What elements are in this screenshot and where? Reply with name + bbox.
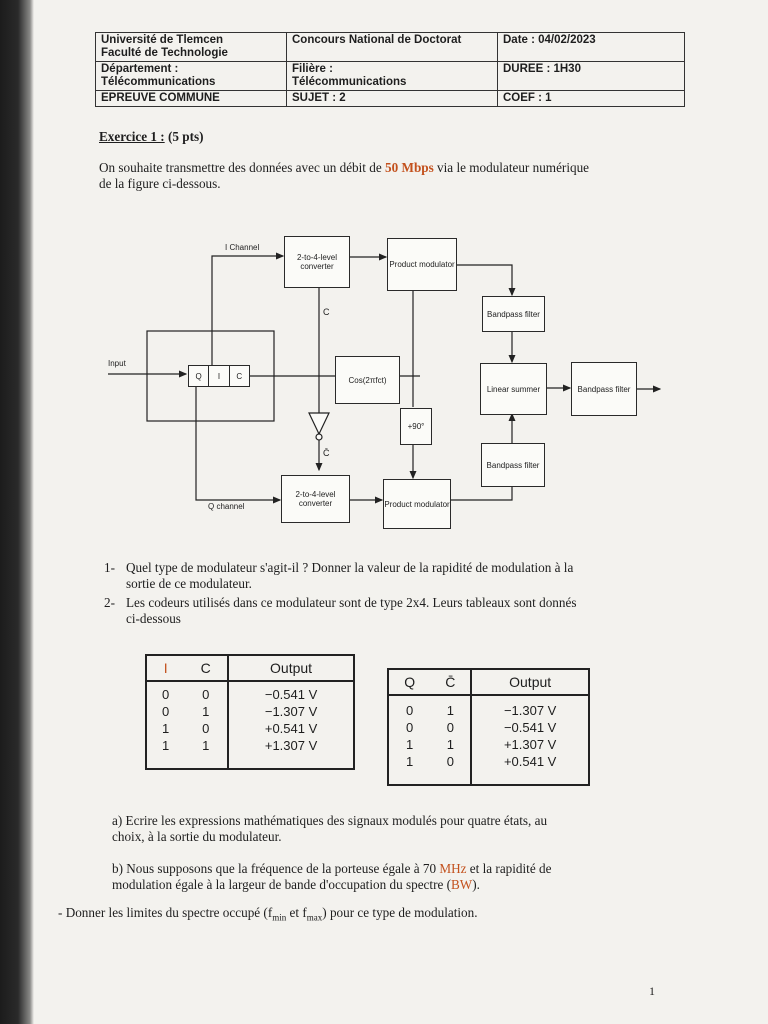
question-1-line2: sortie de ce modulateur. <box>126 576 252 591</box>
truth-table-q <box>387 668 590 786</box>
q-channel-label: Q channel <box>208 502 245 511</box>
exercise-points: (5 pts) <box>167 129 204 144</box>
subquestion-b-line2-start: modulation égale à la largeur de bande d'occupation du spectre ( <box>112 877 452 892</box>
spectrum-question-end: ) pour ce type de modulation. <box>322 905 478 920</box>
intro-text-end: via le modulateur numérique <box>433 160 590 175</box>
table-cell: 1 <box>446 703 454 718</box>
table-row <box>146 737 354 769</box>
table-cell: 0 <box>446 754 454 769</box>
spectrum-limits-question <box>58 905 678 926</box>
spectrum-question-start: - Donner les limites du spectre occupé (f <box>58 905 273 920</box>
table-header-c: C <box>184 655 228 681</box>
header-epreuve-cell: EPREUVE COMMUNE <box>96 91 287 107</box>
bandwidth-abbrev: BW <box>451 877 473 892</box>
faculty-name: Faculté de Technologie <box>101 47 228 59</box>
table-cell: +0.541 V <box>471 753 589 785</box>
header-date-cell: Date : 04/02/2023 <box>498 33 685 62</box>
subquestion-b-line1-end: et la rapidité de <box>466 861 552 876</box>
register-cell-q: Q <box>189 366 209 386</box>
table-row <box>146 681 354 703</box>
table-cell: 0 <box>202 687 210 702</box>
table-row <box>146 720 354 737</box>
carrier-frequency-unit: MHz <box>439 861 467 876</box>
table-row <box>388 753 589 785</box>
header-concours-cell: Concours National de Doctorat <box>287 33 498 62</box>
table-header-row <box>388 669 589 695</box>
header-sujet-cell: SUJET : 2 <box>287 91 498 107</box>
local-oscillator-block: Cos(2πfct) <box>335 356 400 404</box>
question-1-text <box>126 560 671 592</box>
bandpass-filter-output: Bandpass filter <box>571 362 637 416</box>
filiere-label: Filière : <box>292 63 333 75</box>
filiere-value: Télécommunications <box>292 76 407 88</box>
shift-register <box>188 365 250 387</box>
question-1-number: 1- <box>104 560 115 575</box>
subquestion-b <box>112 861 672 893</box>
register-cell-c: C <box>236 371 243 381</box>
question-2-line2: ci-dessous <box>126 611 181 626</box>
spectrum-question-mid: et f <box>286 905 307 920</box>
subquestion-b-line2-end: ). <box>472 877 480 892</box>
table-cell: 1 <box>162 721 170 736</box>
table-header-q: Q <box>388 669 430 695</box>
intro-text-line2: de la figure ci-dessous. <box>99 176 221 191</box>
table-cell: 1 <box>406 737 414 752</box>
cbar-signal-label: C̄ <box>323 448 330 458</box>
table-header-output: Output <box>228 655 354 681</box>
phase-shifter-block: +90° <box>400 408 432 445</box>
table-cell: 0 <box>406 720 414 735</box>
table-cell: +1.307 V <box>471 736 589 753</box>
linear-summer-block: Linear summer <box>480 363 547 415</box>
question-2-text <box>126 595 671 627</box>
table-cell: −1.307 V <box>228 703 354 720</box>
table-cell: 0 <box>162 704 170 719</box>
table-cell: 1 <box>406 754 414 769</box>
i-channel-label: I Channel <box>225 243 260 252</box>
table-header-row <box>146 655 354 681</box>
question-2-number: 2- <box>104 595 115 610</box>
inverter-triangle <box>309 413 329 434</box>
question-2-line1: Les codeurs utilisés dans ce modulateur sont de type 2x4. Leurs tableaux sont donnés <box>126 595 577 610</box>
table-cell: 0 <box>406 703 414 718</box>
table-cell: −1.307 V <box>471 695 589 719</box>
header-duree-cell: DUREE : 1H30 <box>498 62 685 91</box>
register-cell-i: I <box>209 366 229 386</box>
table-cell: 1 <box>202 704 210 719</box>
converter-bottom-block: 2-to-4-level converter <box>281 475 350 523</box>
table-cell: 0 <box>162 687 170 702</box>
data-rate-value: 50 Mbps <box>385 160 434 175</box>
converter-top-block: 2-to-4-level converter <box>284 236 350 288</box>
table-cell: 1 <box>202 738 210 753</box>
subquestion-a-line2: choix, à la sortie du modulateur. <box>112 829 282 844</box>
bandpass-filter-top: Bandpass filter <box>482 296 545 332</box>
table-cell: +1.307 V <box>228 737 354 769</box>
table-row <box>388 719 589 736</box>
table-row <box>146 703 354 720</box>
bandpass-filter-bottom: Bandpass filter <box>481 443 545 487</box>
intro-text-start: On souhaite transmettre des données avec un débit de <box>99 160 386 175</box>
product-modulator-top: Product modulator <box>387 238 457 291</box>
table-header-i: I <box>146 655 184 681</box>
fmin-subscript: min <box>272 912 287 923</box>
truth-table-i <box>145 654 355 770</box>
table-cell: 1 <box>446 737 454 752</box>
table-row <box>388 736 589 753</box>
table-cell: −0.541 V <box>471 719 589 736</box>
exercise-title-text: Exercice 1 : <box>99 129 165 144</box>
product-modulator-bottom: Product modulator <box>383 479 451 529</box>
c-signal-label: C <box>323 307 330 317</box>
table-row <box>388 695 589 719</box>
table-header-cbar: C̄ <box>430 669 471 695</box>
university-name: Université de Tlemcen <box>101 34 224 46</box>
department-value: Télécommunications <box>101 76 216 88</box>
department-label: Département : <box>101 63 179 75</box>
table-cell: 1 <box>162 738 170 753</box>
subquestion-b-line1-start: b) Nous supposons que la fréquence de la porteuse égale à 70 <box>112 861 440 876</box>
table-cell: −0.541 V <box>228 681 354 703</box>
table-cell: 0 <box>446 720 454 735</box>
header-coef-cell: COEF : 1 <box>498 91 685 107</box>
subquestion-a-line1: a) Ecrire les expressions mathématiques des signaux modulés pour quatre états, au <box>112 813 548 828</box>
table-cell: +0.541 V <box>228 720 354 737</box>
page-number: 1 <box>649 984 655 998</box>
subquestion-a <box>112 813 672 845</box>
input-label: Input <box>108 359 126 368</box>
table-header-output: Output <box>471 669 589 695</box>
fmax-subscript: max <box>306 912 323 923</box>
table-cell: 0 <box>202 721 210 736</box>
question-1-line1: Quel type de modulateur s'agit-il ? Donner la valeur de la rapidité de modulation à la <box>126 560 574 575</box>
